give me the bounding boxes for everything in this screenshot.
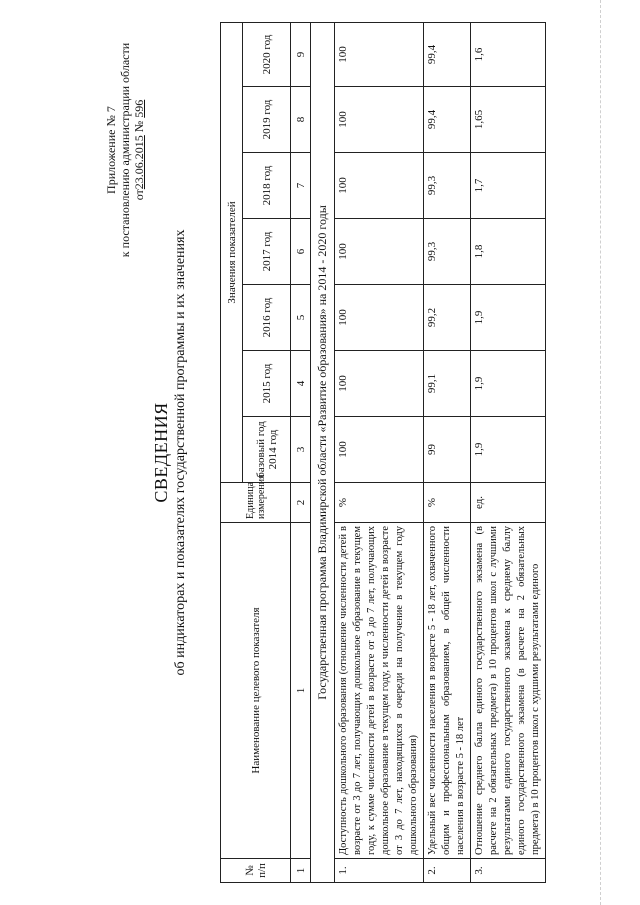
row-value: 1,6 bbox=[471, 22, 546, 86]
row-value: 1,8 bbox=[471, 219, 546, 285]
title-sub: об индикаторах и показателях государственной программы и их значениях bbox=[173, 229, 188, 676]
row-value: 99,3 bbox=[424, 153, 471, 219]
row-value: 100 bbox=[335, 285, 424, 351]
row-value: 100 bbox=[335, 153, 424, 219]
annex-block bbox=[104, 25, 146, 275]
row-value: 99,4 bbox=[424, 22, 471, 86]
title-main: СВЕДЕНИЯ bbox=[151, 402, 171, 503]
col-number: 9 bbox=[291, 22, 311, 86]
header-year-2016: 2016 год bbox=[243, 285, 291, 351]
col-number: 7 bbox=[291, 153, 311, 219]
annex-date-prefix: от bbox=[132, 189, 146, 201]
row-name: Удельный вес численности населения в возрасте 5 - 18 лет, охваченного общим и профессиональным образованием, в общей численности населения в возрасте 5 - 18 лет bbox=[424, 523, 471, 859]
annex-date-line bbox=[132, 25, 146, 275]
col-number: 4 bbox=[291, 351, 311, 417]
row-num: 1. bbox=[335, 859, 424, 883]
row-value: 99,2 bbox=[424, 285, 471, 351]
annex-number: 596 bbox=[132, 99, 146, 118]
scan-artifact-line bbox=[600, 0, 601, 905]
header-year-2017: 2017 год bbox=[243, 219, 291, 285]
row-unit: % bbox=[335, 483, 424, 523]
program-row: Государственная программа Владимирской области «Развитие образования» на 2014 - 2020 годы bbox=[311, 22, 335, 882]
row-unit: ед. bbox=[471, 483, 546, 523]
row-value: 100 bbox=[335, 417, 424, 483]
header-year-2019: 2019 год bbox=[243, 87, 291, 153]
row-value: 99,4 bbox=[424, 87, 471, 153]
row-value: 1,65 bbox=[471, 87, 546, 153]
table-row bbox=[335, 22, 424, 882]
annex-number-sign: № bbox=[132, 120, 146, 133]
document-title bbox=[150, 40, 190, 865]
col-number: 3 bbox=[291, 417, 311, 483]
annex-reference: к постановлению администрации области bbox=[118, 42, 132, 258]
annex-date: 23.06.2015 bbox=[132, 135, 146, 190]
header-year-2014: базовый год 2014 год bbox=[243, 417, 291, 483]
row-value: 100 bbox=[335, 219, 424, 285]
col-number: 6 bbox=[291, 219, 311, 285]
header-year-2015: 2015 год bbox=[243, 351, 291, 417]
indicators-table bbox=[220, 22, 546, 883]
header-name: Наименование целевого показателя bbox=[221, 523, 291, 859]
header-unit: Единица измерения bbox=[221, 483, 291, 523]
col-number: 5 bbox=[291, 285, 311, 351]
col-number: 8 bbox=[291, 87, 311, 153]
row-value: 1,9 bbox=[471, 417, 546, 483]
row-unit: % bbox=[424, 483, 471, 523]
row-name: Отношение среднего балла единого государственного экзамена (в расчете на 2 обязательных предмета) в 10 процентов школ с лучшими результатами единого государственного экзамена к среднему баллу единого государственного экзамена (в расчете на 2 обязательных предмета) в 10 процентов школ с худшими результатами единого bbox=[471, 523, 546, 859]
header-year-2018: 2018 год bbox=[243, 153, 291, 219]
row-name: Доступность дошкольного образования (отношение численности детей в возрасте от 3 до 7 лет, получающих дошкольное образование в текущем году, к сумме численности детей в возрасте от 3 до 7 лет, получающих дошкольное образование в текущем году, и численности детей в возрасте от 3 до 7 лет, находящихся в очереди на получение в текущем году дошкольного образования) bbox=[335, 523, 424, 859]
col-number: 2 bbox=[291, 483, 311, 523]
row-num: 2. bbox=[424, 859, 471, 883]
header-values-group: Значения показателей bbox=[221, 22, 243, 482]
row-value: 100 bbox=[335, 22, 424, 86]
row-value: 99,3 bbox=[424, 219, 471, 285]
row-num: 3. bbox=[471, 859, 546, 883]
annex-title: Приложение № 7 bbox=[104, 106, 118, 194]
row-value: 99,1 bbox=[424, 351, 471, 417]
row-value: 1,9 bbox=[471, 285, 546, 351]
row-value: 100 bbox=[335, 87, 424, 153]
table-row bbox=[424, 22, 471, 882]
col-number: 1 bbox=[291, 523, 311, 859]
row-value: 99 bbox=[424, 417, 471, 483]
table-row bbox=[471, 22, 546, 882]
row-value: 1,7 bbox=[471, 153, 546, 219]
col-number: 1 bbox=[291, 859, 311, 883]
header-num: № п/п bbox=[221, 859, 291, 883]
header-year-2020: 2020 год bbox=[243, 22, 291, 86]
row-value: 100 bbox=[335, 351, 424, 417]
row-value: 1,9 bbox=[471, 351, 546, 417]
